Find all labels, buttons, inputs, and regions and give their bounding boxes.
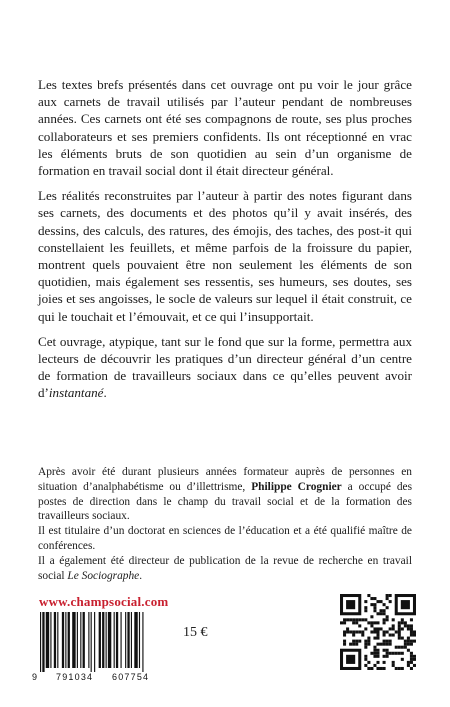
qr-module (386, 630, 389, 633)
qr-module (343, 643, 346, 646)
qr-module (376, 667, 379, 670)
qr-module (373, 609, 376, 612)
barcode-bar (114, 612, 115, 668)
qr-module (401, 646, 404, 649)
qr-module (367, 621, 370, 624)
qr-module (383, 630, 386, 633)
qr-module (389, 600, 392, 603)
qr-module (410, 658, 413, 661)
qr-module (383, 603, 386, 606)
qr-module (395, 667, 398, 670)
qr-module (380, 600, 383, 603)
qr-module (398, 630, 401, 633)
qr-module (373, 655, 376, 658)
qr-code (340, 594, 416, 670)
qr-module (401, 667, 404, 670)
qr-module (407, 664, 410, 667)
qr-module (370, 621, 373, 624)
qr-module (373, 637, 376, 640)
qr-module (373, 646, 376, 649)
blurb-p3-text: Cet ouvrage, atypique, tant sur le fond que sur la forme, permettra aux lecteurs de découvrir les pratiques d’un directeur général d’un centre de formation de travailleurs sociaux dans ce qu’elles peuvent avoir d’ (38, 333, 412, 401)
qr-module (407, 637, 410, 640)
qr-module (340, 621, 343, 624)
barcode-digit-group-right: 607754 (112, 672, 150, 682)
qr-module (398, 621, 401, 624)
barcode-bar (108, 612, 111, 668)
qr-module (386, 606, 389, 609)
author-bio (38, 465, 412, 583)
barcode-bar (88, 612, 89, 668)
qr-module (398, 667, 401, 670)
qr-module (346, 600, 355, 609)
blurb-paragraph-1: Les textes brefs présentés dans cet ouvrage ont pu voir le jour grâce aux carnets de travail utilisés par l’auteur pendant de nombreuses années. Ces carnets ont été ses compagnons de route, ses plus proches collaborateurs et ses premiers confidents. Ils ont réceptionné en vrac les éléments bruts de son quotidien au sein d’un organisme de formation en travail social dont il était directeur général. (38, 77, 412, 179)
qr-module (401, 618, 404, 621)
qr-module (383, 643, 386, 646)
barcode-bar (106, 612, 107, 668)
qr-module (392, 627, 395, 630)
qr-module (386, 655, 389, 658)
price: 15 € (183, 625, 208, 640)
qr-module (376, 661, 379, 664)
qr-module (352, 618, 355, 621)
qr-module (386, 643, 389, 646)
qr-module (376, 621, 379, 624)
barcode-bar (65, 612, 66, 668)
qr-module (410, 618, 413, 621)
bio-p1-end: a occupé des postes de direction dans le champ du travail social et de la formation des travailleurs sociaux. (38, 480, 413, 523)
bio-p1-text: Après avoir été durant plusieurs années formateur auprès de personnes en situation d’analphabétisme ou d’illettrisme, (38, 466, 412, 493)
qr-module (367, 667, 370, 670)
qr-module (367, 637, 370, 640)
qr-module (398, 627, 401, 630)
author-name: Philippe Crognier (251, 480, 342, 493)
qr-module (407, 649, 410, 652)
qr-module (404, 646, 407, 649)
qr-module (389, 643, 392, 646)
barcode-bar (94, 612, 95, 672)
qr-module (343, 640, 346, 643)
qr-module (364, 618, 367, 621)
barcode-bar (134, 612, 137, 668)
publisher-website[interactable]: www.champsocial.com (39, 594, 169, 609)
qr-module (370, 603, 373, 606)
qr-module (380, 627, 383, 630)
qr-module (352, 643, 355, 646)
qr-module (401, 658, 404, 661)
qr-module (343, 621, 346, 624)
barcode-bar (54, 612, 56, 668)
qr-module (395, 646, 398, 649)
qr-module (373, 621, 376, 624)
qr-module (376, 627, 379, 630)
qr-module (407, 627, 410, 630)
qr-module (376, 655, 379, 658)
barcode-bar (57, 612, 58, 668)
qr-module (392, 618, 395, 621)
qr-module (380, 643, 383, 646)
qr-module (373, 627, 376, 630)
qr-module (386, 615, 389, 618)
bio-paragraph-2: Il est titulaire d’un doctorat en sciences de l’éducation et a été qualifié maître de conférences. (38, 525, 412, 552)
qr-module (404, 624, 407, 627)
qr-module (380, 609, 383, 612)
barcode-bar (121, 612, 122, 668)
qr-module (358, 618, 361, 621)
qr-module (383, 640, 386, 643)
qr-module (364, 640, 367, 643)
barcode-bar (80, 612, 81, 668)
qr-module (376, 637, 379, 640)
qr-module (364, 643, 367, 646)
qr-module (410, 634, 413, 637)
qr-module (407, 640, 410, 643)
qr-module (343, 630, 346, 633)
qr-module (355, 640, 358, 643)
qr-module (413, 630, 416, 633)
qr-module (352, 640, 355, 643)
barcode-bar (83, 612, 85, 668)
qr-module (367, 661, 370, 664)
qr-module (413, 634, 416, 637)
qr-module (383, 621, 386, 624)
barcode-bar (50, 612, 51, 668)
barcode-bar (72, 612, 75, 668)
qr-module (373, 606, 376, 609)
qr-module (383, 609, 386, 612)
qr-module (380, 612, 383, 615)
qr-module (401, 621, 404, 624)
qr-module (355, 618, 358, 621)
qr-module (398, 634, 401, 637)
qr-module (386, 594, 389, 597)
barcode-bar (40, 612, 41, 672)
qr-module (352, 634, 355, 637)
qr-module (370, 630, 373, 633)
barcode-bar (142, 612, 143, 672)
qr-module (361, 618, 364, 621)
qr-module (370, 667, 373, 670)
blurb-paragraph-2: Les réalités reconstruites par l’auteur à partir des notes figurant dans ses carnets, des documents et des photos qu’il y avait insérés, des dessins, des calculs, des ratures, des émojis, des taches, des post-it qui constellaient les feuillets, et même parfois de la froissure du papier, montrent quels pouvaient être non seulement les éléments de son quotidien, mais également ses ressentis, ses humeurs, ses doutes, ses joies et ses angoisses, le socle de valeurs sur lequel il était construit, ce qui le touchait et l’émouvait, et ce qui l’insupportait. (38, 188, 412, 324)
qr-module (355, 621, 358, 624)
qr-module (373, 603, 376, 606)
qr-module (373, 664, 376, 667)
qr-module (392, 652, 395, 655)
qr-module (364, 646, 367, 649)
qr-module (410, 652, 413, 655)
barcode-bar (102, 612, 104, 668)
qr-module (410, 630, 413, 633)
qr-module (383, 667, 386, 670)
qr-module (383, 618, 386, 621)
qr-module (343, 618, 346, 621)
barcode-bar (99, 612, 101, 668)
qr-module (401, 600, 410, 609)
qr-module (410, 640, 413, 643)
qr-module (358, 630, 361, 633)
qr-module (376, 630, 379, 633)
qr-module (401, 627, 404, 630)
qr-module (373, 630, 376, 633)
qr-module (383, 661, 386, 664)
qr-module (398, 624, 401, 627)
qr-module (349, 630, 352, 633)
qr-module (407, 624, 410, 627)
qr-module (364, 658, 367, 661)
blurb-paragraph-3 (38, 333, 412, 402)
qr-module (392, 661, 395, 664)
qr-module (386, 640, 389, 643)
barcode-bar (46, 612, 49, 668)
qr-module (410, 624, 413, 627)
qr-module (392, 634, 395, 637)
qr-module (364, 627, 367, 630)
qr-module (364, 609, 367, 612)
qr-module (395, 630, 398, 633)
qr-module (407, 661, 410, 664)
qr-module (376, 600, 379, 603)
qr-module (370, 652, 373, 655)
qr-module (367, 594, 370, 597)
qr-module (413, 664, 416, 667)
qr-module (398, 652, 401, 655)
barcode-bar (42, 612, 44, 672)
barcode-bar (139, 612, 140, 668)
qr-module (410, 661, 413, 664)
qr-module (407, 643, 410, 646)
qr-module (398, 637, 401, 640)
qr-module (398, 646, 401, 649)
barcode-bar (68, 612, 70, 668)
qr-module (380, 667, 383, 670)
barcode-bar (127, 612, 129, 668)
qr-module (389, 640, 392, 643)
barcode-bar (62, 612, 64, 668)
qr-module (404, 643, 407, 646)
qr-module (401, 637, 404, 640)
qr-module (383, 634, 386, 637)
barcode-bar (131, 612, 132, 668)
isbn-barcode (30, 610, 170, 682)
qr-module (376, 612, 379, 615)
qr-module (367, 643, 370, 646)
qr-module (367, 640, 370, 643)
qr-module (373, 652, 376, 655)
blurb-p3-italic: instantané (48, 385, 104, 401)
qr-module (355, 630, 358, 633)
barcode-digit-first: 9 (32, 672, 39, 682)
qr-module (343, 634, 346, 637)
bio-p3-end: . (139, 569, 143, 582)
qr-module (386, 649, 389, 652)
qr-module (383, 649, 386, 652)
qr-module (389, 594, 392, 597)
qr-module (376, 649, 379, 652)
bio-paragraph-1 (38, 465, 412, 524)
qr-module (410, 667, 413, 670)
blurb-p3-end: . (103, 385, 107, 401)
qr-module (352, 630, 355, 633)
qr-module (355, 643, 358, 646)
qr-module (349, 643, 352, 646)
qr-module (410, 643, 413, 646)
qr-module (376, 643, 379, 646)
qr-module (383, 655, 386, 658)
qr-module (373, 649, 376, 652)
qr-module (404, 640, 407, 643)
journal-title: Le Sociographe (67, 569, 140, 582)
qr-module (358, 640, 361, 643)
barcode-digit-group-left: 791034 (56, 672, 94, 682)
qr-module (364, 655, 367, 658)
qr-module (346, 618, 349, 621)
barcode-bar (91, 612, 92, 672)
qr-module (410, 627, 413, 630)
qr-module (386, 597, 389, 600)
barcode-bars (30, 610, 170, 672)
qr-module (401, 652, 404, 655)
bio-p3-text: Il a également été directeur de publication de la revue de recherche en travail social (38, 554, 412, 582)
qr-module (364, 606, 367, 609)
barcode-bar (77, 612, 78, 668)
qr-module (392, 624, 395, 627)
blurb (38, 76, 412, 410)
qr-module (370, 624, 373, 627)
qr-module (395, 652, 398, 655)
barcode-bar (125, 612, 126, 668)
qr-module (352, 621, 355, 624)
qr-module (389, 652, 392, 655)
qr-module (404, 621, 407, 624)
qr-module (410, 655, 413, 658)
qr-module (349, 618, 352, 621)
bio-paragraph-3 (38, 554, 412, 584)
qr-module (389, 627, 392, 630)
qr-module (346, 630, 349, 633)
qr-module (386, 618, 389, 621)
qr-module (389, 634, 392, 637)
qr-module (346, 627, 349, 630)
qr-module (386, 652, 389, 655)
qr-module (413, 655, 416, 658)
qr-module (370, 615, 373, 618)
qr-module (361, 630, 364, 633)
qr-module (346, 655, 355, 664)
qr-module (413, 658, 416, 661)
qr-module (413, 640, 416, 643)
qr-module (373, 597, 376, 600)
qr-module (376, 652, 379, 655)
qr-module (364, 664, 367, 667)
qr-module (364, 600, 367, 603)
qr-module (392, 664, 395, 667)
qr-module (358, 624, 361, 627)
qr-module (376, 634, 379, 637)
qr-module (361, 634, 364, 637)
qr-module (370, 597, 373, 600)
barcode-bar (116, 612, 118, 668)
qr-module (383, 612, 386, 615)
